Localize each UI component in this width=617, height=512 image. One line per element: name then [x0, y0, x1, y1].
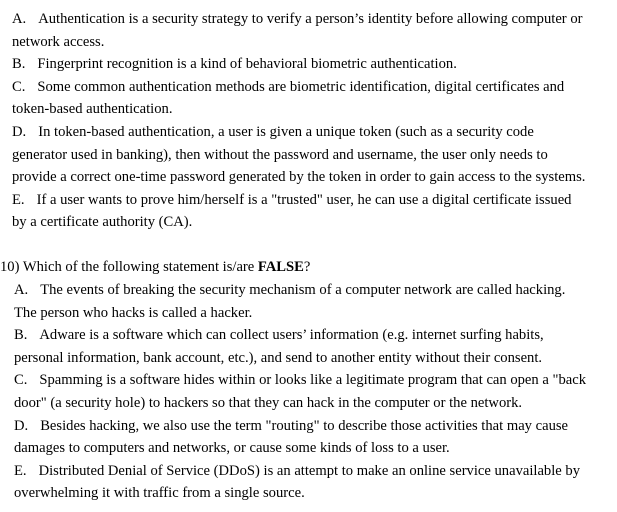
option-text: Adware is a software which can collect users’ information (e.g. internet surfing habits,: [39, 327, 544, 344]
option-letter: B.: [12, 56, 26, 73]
option-letter: C.: [12, 78, 26, 95]
option-letter: D.: [14, 417, 29, 434]
q10-option-a: [14, 279, 617, 324]
option-a: [12, 8, 617, 53]
option-letter: B.: [14, 327, 28, 344]
option-letter: E.: [14, 462, 27, 479]
option-text-continued: personal information, bank account, etc.), and send to another entity without their consent.: [14, 349, 543, 366]
question-10: [0, 256, 617, 279]
option-text-continued: network access.: [12, 33, 105, 50]
option-text-continued: The person who hacks is called a hacker.: [14, 304, 253, 321]
option-d: [12, 121, 617, 189]
option-text: The events of breaking the security mechanism of a computer network are called hacking.: [40, 282, 566, 298]
option-text-continued: provide a correct one-time password generated by the token in order to gain access to the systems.: [12, 169, 586, 186]
option-text-continued: generator used in banking), then without the password and username, the user only needs to: [12, 146, 548, 163]
option-text: Authentication is a security strategy to verify a person’s identity before allowing computer or: [38, 11, 583, 27]
option-letter: A.: [12, 11, 27, 27]
option-letter: C.: [14, 372, 28, 389]
option-text-continued: door" (a security hole) to hackers so that they can hack in the computer or the network.: [14, 394, 523, 411]
question-number: 10): [0, 259, 20, 275]
option-b: [12, 53, 617, 76]
q10-option-b: [14, 324, 617, 369]
question-punctuation: ?: [303, 259, 311, 275]
option-c: [12, 76, 617, 121]
option-text-continued: damages to computers and networks, or cause some kinds of loss to a user.: [14, 440, 450, 457]
question-text: Which of the following statement is/are: [22, 259, 255, 275]
option-text-continued: overwhelming it with traffic from a single source.: [14, 485, 305, 502]
option-e: [12, 189, 617, 234]
option-text-continued: token-based authentication.: [12, 101, 173, 118]
option-text: Besides hacking, we also use the term "routing" to describe those activities that may cause: [40, 417, 569, 434]
question-emphasis: FALSE: [257, 259, 304, 275]
previous-question-options: [12, 8, 617, 234]
option-text: In token-based authentication, a user is given a unique token (such as a security code: [38, 123, 534, 140]
option-letter: A.: [14, 282, 29, 298]
q10-option-d: [14, 415, 617, 460]
option-text: Distributed Denial of Service (DDoS) is an attempt to make an online service unavailable by: [38, 462, 581, 479]
option-letter: D.: [12, 123, 27, 140]
question-10-options: [14, 279, 617, 505]
q10-option-c: [14, 369, 617, 414]
option-text: Some common authentication methods are biometric identification, digital certificates and: [37, 78, 565, 95]
option-text-continued: by a certificate authority (CA).: [12, 214, 193, 231]
question-stem: [0, 256, 617, 279]
option-text: Fingerprint recognition is a kind of behavioral biometric authentication.: [37, 56, 457, 73]
option-text: Spamming is a software hides within or looks like a legitimate program that can open a "back: [39, 372, 586, 389]
option-text: If a user wants to prove him/herself is a "trusted" user, he can use a digital certificate issued: [36, 191, 572, 208]
option-letter: E.: [12, 191, 25, 208]
q10-option-e: [14, 460, 617, 505]
